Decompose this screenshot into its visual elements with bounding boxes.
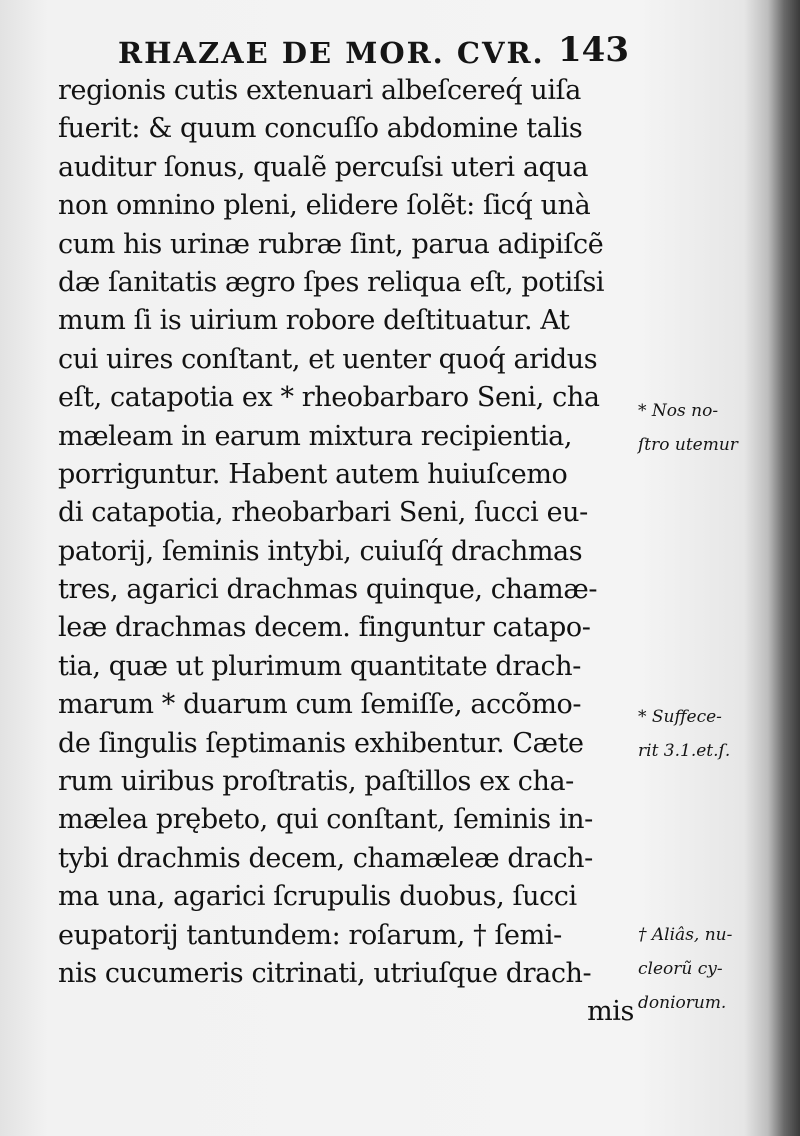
text-line-catchword: mis bbox=[587, 996, 634, 1028]
text-line: patorij, ſeminis intybi, cuiuſq́ drachmas bbox=[58, 535, 583, 567]
text-line: non omnino pleni, elidere ſolẽt: ſicq́ unà bbox=[58, 190, 591, 222]
bleed-through bbox=[720, 760, 780, 1060]
marginal-note-line: * Nos no- bbox=[638, 401, 719, 421]
text-line: mum ſi is uirium robore deſtituatur. At bbox=[58, 305, 570, 337]
text-line: mæleam in earum mixtura recipientia, bbox=[58, 420, 573, 452]
text-line: marum * duarum cum ſemiſſe, accõmo- bbox=[58, 689, 582, 721]
text-line: regionis cutis extenuari albeſcereq́ uiſa bbox=[58, 75, 581, 106]
page-header bbox=[118, 30, 638, 74]
text-line: auditur ſonus, qualẽ percuſsi uteri aqua bbox=[58, 151, 589, 183]
marginal-note-line: cleorũ cy- bbox=[638, 959, 723, 979]
text-line: fuerit: & quum concuſſo abdomine talis bbox=[58, 113, 583, 145]
text-line: dæ ſanitatis ægro ſpes reliqua eſt, potiſsi bbox=[58, 266, 605, 298]
text-line: di catapotia, rheobarbari Seni, ſucci eu- bbox=[58, 497, 588, 529]
marginal-note bbox=[638, 394, 778, 462]
text-line: nis cucumeris citrinati, utriuſque drach- bbox=[58, 957, 592, 989]
text-line: leæ drachmas decem. finguntur catapo- bbox=[58, 612, 591, 644]
text-line: cui uires conſtant, et uenter quoq́ aridus bbox=[58, 343, 598, 375]
text-line: cum his urinæ rubræ ſint, parua adipiſcẽ bbox=[58, 228, 604, 260]
text-line: ma una, agarici ſcrupulis duobus, ſucci bbox=[58, 881, 577, 913]
text-line: rum uiribus proſtratis, paſtillos ex cha- bbox=[58, 766, 574, 798]
text-line: mælea prębeto, qui conſtant, ſeminis in- bbox=[58, 804, 593, 836]
running-head: RHAZAE DE MOR. CVR. bbox=[118, 36, 545, 70]
text-line: porriguntur. Habent autem huiuſcemo bbox=[58, 458, 568, 490]
marginal-note-line: doniorum. bbox=[638, 993, 727, 1013]
body-text bbox=[58, 72, 638, 1032]
text-line: tres, agarici drachmas quinque, chamæ- bbox=[58, 574, 598, 606]
page-number: 143 bbox=[558, 30, 629, 70]
text-line: eupatorij tantundem: roſarum, † ſemi- bbox=[58, 919, 562, 951]
marginal-note-line: * Suffece- bbox=[638, 707, 722, 727]
marginal-note-line: ſtro utemur bbox=[638, 435, 738, 455]
text-line: tia, quæ ut plurimum quantitate drach- bbox=[58, 650, 581, 682]
text-line: de ſingulis ſeptimanis exhibentur. Cæte bbox=[58, 727, 584, 759]
marginal-note-line: rit 3.1.et.ſ. bbox=[638, 741, 731, 761]
text-line: tybi drachmis decem, chamæleæ drach- bbox=[58, 842, 593, 874]
marginal-note bbox=[638, 700, 778, 768]
marginal-note-line: † Aliâs, nu- bbox=[638, 925, 733, 945]
text-line: eſt, catapotia ex * rheobarbaro Seni, cha bbox=[58, 382, 600, 414]
